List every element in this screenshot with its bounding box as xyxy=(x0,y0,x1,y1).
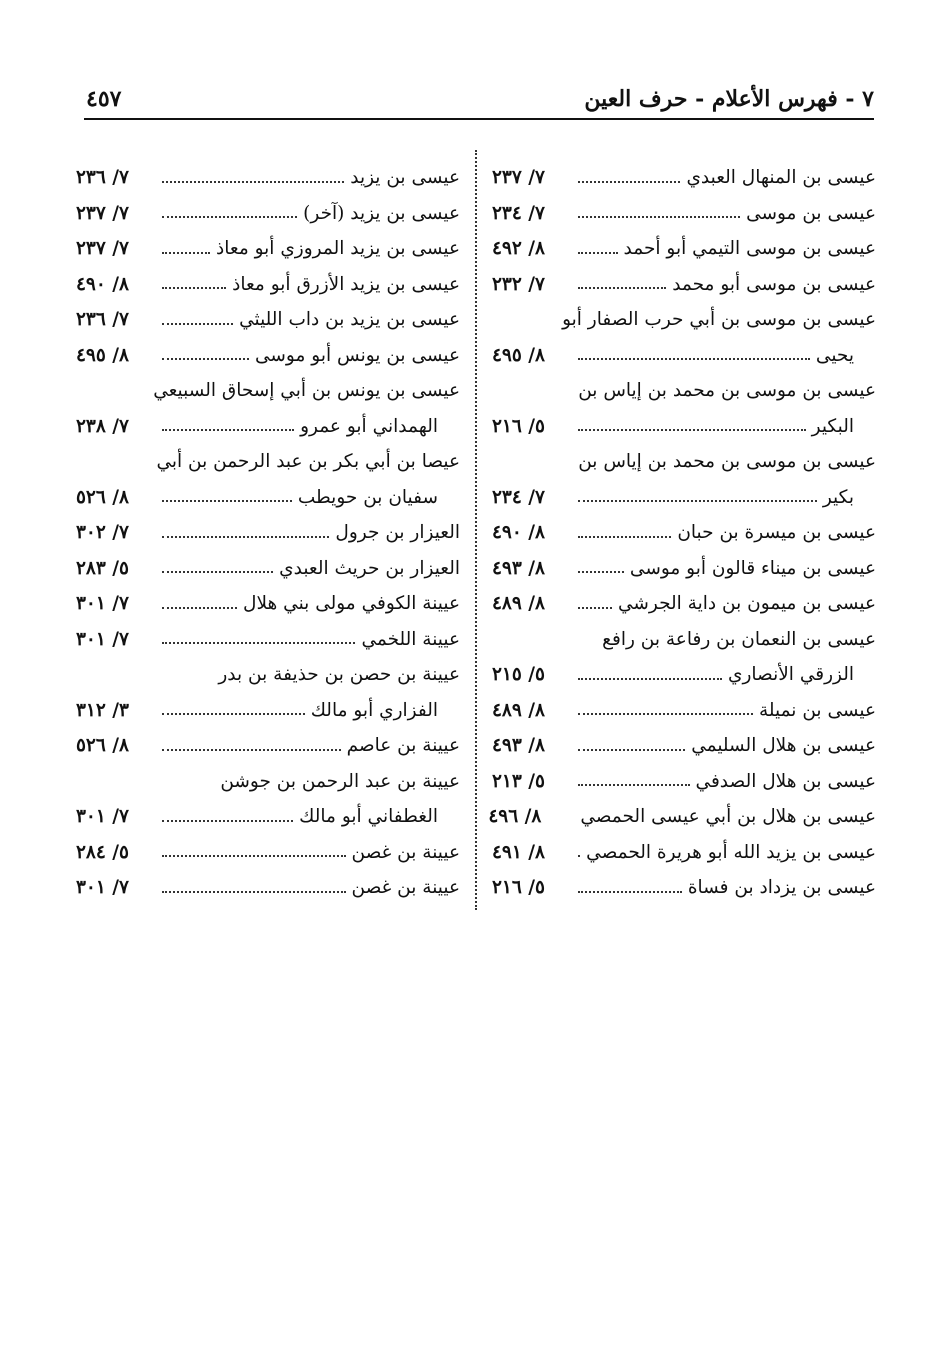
index-entry xyxy=(76,657,460,728)
volume-page-reference: ٣/ ٣١٢ xyxy=(76,699,129,721)
entry-name: عيسى بن موسى التيمي أبو أحمد xyxy=(623,238,876,259)
dot-leader xyxy=(162,358,249,360)
dot-leader xyxy=(162,216,297,218)
entry-name: عيسى بن يزيد المروزي أبو معاذ xyxy=(216,238,460,259)
entry-name: عيسى بن يزيد الأزرق أبو معاذ xyxy=(232,273,460,295)
index-entry xyxy=(492,302,876,373)
dot-leader xyxy=(578,713,753,715)
entry-name: عيسى بن ميمون بن داية الجرشي xyxy=(617,593,876,614)
index-entry xyxy=(76,196,460,232)
volume-page-reference: ٧/ ٣٠١ xyxy=(76,877,129,898)
index-entry xyxy=(492,835,876,871)
volume-page-reference: ٧/ ٣٠١ xyxy=(76,593,129,614)
index-entry xyxy=(492,267,876,303)
volume-page-reference: ٥/ ٢٨٤ xyxy=(76,841,129,863)
entry-line xyxy=(488,799,876,835)
index-column-right xyxy=(488,160,876,906)
entry-name: عيصا بن أبي بكر بن عبد الرحمن بن أبي xyxy=(156,451,460,472)
entry-name: عيسى بن هلال الصدفي xyxy=(695,770,876,792)
volume-page-reference: ٨/ ٤٩٦ xyxy=(488,806,542,827)
index-entry xyxy=(76,302,460,338)
entry-line xyxy=(76,160,460,196)
entry-name: عيينة بن غصن xyxy=(351,841,460,863)
index-entry xyxy=(492,551,876,587)
entry-name-continuation: الفزاري أبو مالك xyxy=(310,699,438,721)
volume-page-reference: ٨/ ٤٩٠ xyxy=(76,273,129,295)
dot-leader xyxy=(162,607,237,609)
index-entry xyxy=(76,835,460,871)
entry-name-continuation: الهمداني أبو عمرو xyxy=(300,415,438,437)
entry-name: عيسى بن المنهال العبدي xyxy=(686,167,876,188)
page-number: ٤٥٧ xyxy=(86,86,122,112)
entry-line xyxy=(76,373,460,409)
volume-page-reference: ٥/ ٢١٦ xyxy=(492,415,545,437)
dot-leader xyxy=(162,571,273,573)
entry-name: عيسى بن هلال السليمي xyxy=(691,735,876,756)
entry-name: العيزار بن جرول xyxy=(335,522,460,543)
index-entry xyxy=(492,586,876,622)
entry-line xyxy=(76,551,460,587)
entry-name: عيسى بن يزداد بن فساة xyxy=(687,877,876,898)
running-head-title: ٧ - فهرس الأعلام - حرف العين xyxy=(584,86,874,112)
entry-line xyxy=(492,764,876,800)
entry-line xyxy=(76,622,460,658)
entry-line xyxy=(492,515,876,551)
volume-page-reference: ٨/ ٥٢٦ xyxy=(76,735,129,756)
volume-page-reference: ٨/ ٤٩٢ xyxy=(492,238,545,259)
entry-name-continuation: بكير xyxy=(822,486,854,508)
dot-leader xyxy=(578,749,685,751)
entry-line xyxy=(76,870,460,906)
dot-leader xyxy=(578,429,806,431)
dot-leader xyxy=(578,287,666,289)
entry-line xyxy=(76,515,460,551)
dot-leader xyxy=(578,536,671,538)
index-entry xyxy=(76,267,460,303)
dot-leader xyxy=(578,891,682,893)
entry-line xyxy=(492,622,876,658)
entry-name-continuation: البكير xyxy=(811,415,854,437)
entry-line xyxy=(76,657,460,693)
entry-line xyxy=(76,409,460,445)
volume-page-reference: ٧/ ٢٣٨ xyxy=(76,415,129,437)
volume-page-reference: ٥/ ٢١٥ xyxy=(492,664,545,685)
dot-leader xyxy=(578,252,618,254)
volume-page-reference: ٨/ ٤٩١ xyxy=(492,841,545,863)
index-entry xyxy=(76,515,460,551)
entry-line xyxy=(492,196,876,232)
volume-page-reference: ٥/ ٢١٣ xyxy=(492,770,545,792)
entry-line xyxy=(76,480,460,516)
dot-leader xyxy=(578,500,817,502)
volume-page-reference: ٧/ ٣٠١ xyxy=(76,806,129,827)
entry-line xyxy=(492,444,876,480)
index-entry xyxy=(492,373,876,444)
volume-page-reference: ٥/ ٢٨٣ xyxy=(76,557,129,579)
entry-name: عيسى بن موسى أبو محمد xyxy=(672,273,876,295)
dot-leader xyxy=(162,713,305,715)
dot-leader xyxy=(162,820,293,822)
entry-line xyxy=(492,657,876,693)
volume-page-reference: ٧/ ٢٣٢ xyxy=(492,273,545,295)
volume-page-reference: ٧/ ٢٣٧ xyxy=(492,167,545,188)
entry-name: عيسى بن يزيد (آخر) xyxy=(303,202,460,224)
entry-line xyxy=(76,693,460,729)
index-entry xyxy=(76,870,460,906)
entry-line xyxy=(492,302,876,338)
volume-page-reference: ٧/ ٢٣٤ xyxy=(492,202,545,224)
index-entry xyxy=(492,231,876,267)
entry-name-continuation: يحيى xyxy=(815,344,854,366)
index-entry xyxy=(76,764,460,835)
entry-name: عيسى بن موسى xyxy=(746,202,876,224)
entry-line xyxy=(76,586,460,622)
entry-name-continuation: الزرقي الأنصاري xyxy=(728,664,854,685)
entry-name: العيزار بن حريث العبدي xyxy=(279,557,460,579)
volume-page-reference: ٥/ ٢١٦ xyxy=(492,877,545,898)
entry-name: عيسى بن ميسرة بن حبان xyxy=(677,522,876,543)
index-entry xyxy=(492,196,876,232)
entry-name: عيسى بن يزيد xyxy=(350,167,460,188)
index-entry xyxy=(492,160,876,196)
index-entry xyxy=(492,444,876,515)
dot-leader xyxy=(578,607,612,609)
entry-name: عيينة الكوفي مولى بني هلال xyxy=(243,593,460,614)
volume-page-reference: ٧/ ٢٣٦ xyxy=(76,167,129,188)
entry-line xyxy=(492,586,876,622)
index-column-left xyxy=(76,160,460,906)
entry-name: عيسى بن يزيد الله أبو هريرة الحمصي xyxy=(586,841,876,863)
volume-page-reference: ٧/ ٢٣٤ xyxy=(492,486,545,508)
entry-name: عيينة اللخمي xyxy=(361,628,460,650)
dot-leader xyxy=(162,252,210,254)
volume-page-reference: ٧/ ٢٣٧ xyxy=(76,202,129,224)
entry-name: عيسى بن يونس أبو موسى xyxy=(255,344,460,366)
entry-line xyxy=(492,338,876,374)
volume-page-reference: ٨/ ٤٩٥ xyxy=(76,344,129,366)
entry-line xyxy=(76,835,460,871)
entry-name: عيسى بن موسى بن أبي حرب الصفار أبو xyxy=(562,309,876,330)
entry-name: عيسى بن ميناء قالون أبو موسى xyxy=(629,557,876,579)
dot-leader xyxy=(578,784,690,786)
dot-leader xyxy=(578,855,580,857)
entry-line xyxy=(492,267,876,303)
volume-page-reference: ٧/ ٣٠٢ xyxy=(76,522,129,543)
entry-line xyxy=(492,160,876,196)
volume-page-reference: ٧/ ٢٣٧ xyxy=(76,238,129,259)
entry-line xyxy=(76,302,460,338)
volume-page-reference: ٨/ ٤٩٣ xyxy=(492,557,545,579)
page-header xyxy=(84,84,874,120)
entry-line xyxy=(492,693,876,729)
entry-name: عيسى بن موسى بن محمد بن إياس بن xyxy=(578,380,876,401)
dot-leader xyxy=(162,749,341,751)
dot-leader xyxy=(578,181,680,183)
entry-line xyxy=(76,444,460,480)
entry-name-continuation: سفيان بن حويطب xyxy=(297,486,438,508)
entry-line xyxy=(492,728,876,764)
index-entry xyxy=(76,622,460,658)
index-entry xyxy=(76,160,460,196)
entry-line xyxy=(492,409,876,445)
volume-page-reference: ٨/ ٤٩٣ xyxy=(492,735,545,756)
index-entry xyxy=(492,870,876,906)
entry-line xyxy=(492,480,876,516)
volume-page-reference: ٨/ ٤٨٩ xyxy=(492,699,545,721)
entry-line xyxy=(492,835,876,871)
dot-leader xyxy=(162,429,294,431)
entry-name: عيسى بن يونس بن أبي إسحاق السبيعي xyxy=(153,380,460,401)
index-entry xyxy=(492,764,876,800)
dot-leader xyxy=(162,323,233,325)
entry-name: عيسى بن يزيد بن داب الليثي xyxy=(239,309,460,330)
entry-line xyxy=(492,231,876,267)
entry-name: عيسى بن نميلة xyxy=(758,699,876,721)
volume-page-reference: ٨/ ٥٢٦ xyxy=(76,486,129,508)
entry-name: عيسى بن النعمان بن رفاعة بن رافع xyxy=(602,628,876,650)
entry-line xyxy=(492,870,876,906)
index-entry xyxy=(76,586,460,622)
index-entry xyxy=(488,799,876,835)
index-entry xyxy=(76,338,460,374)
entry-line xyxy=(76,728,460,764)
index-entry xyxy=(76,444,460,515)
index-entry xyxy=(492,622,876,693)
volume-page-reference: ٧/ ٢٣٦ xyxy=(76,309,129,330)
entry-line xyxy=(492,551,876,587)
index-entry xyxy=(76,231,460,267)
index-entry xyxy=(76,373,460,444)
dot-leader xyxy=(162,500,292,502)
dot-leader xyxy=(162,181,344,183)
column-divider xyxy=(475,150,477,910)
dot-leader xyxy=(578,678,722,680)
volume-page-reference: ٨/ ٤٨٩ xyxy=(492,593,545,614)
entry-line xyxy=(492,373,876,409)
index-entry xyxy=(492,515,876,551)
entry-line xyxy=(76,267,460,303)
volume-page-reference: ٨/ ٤٩٥ xyxy=(492,344,545,366)
volume-page-reference: ٨/ ٤٩٠ xyxy=(492,522,545,543)
entry-line xyxy=(76,196,460,232)
dot-leader xyxy=(162,536,329,538)
index-entry xyxy=(76,551,460,587)
entry-name: عيسى بن هلال بن أبي عيسى الحمصي xyxy=(580,806,876,827)
entry-name: عيينة بن عاصم xyxy=(346,735,460,756)
entry-name-continuation: الغطفاني أبو مالك xyxy=(299,806,438,827)
entry-name: عيسى بن موسى بن محمد بن إياس بن xyxy=(578,451,876,472)
dot-leader xyxy=(162,287,226,289)
entry-line xyxy=(76,799,460,835)
dot-leader xyxy=(578,216,740,218)
index-entry xyxy=(492,693,876,729)
entry-line xyxy=(76,338,460,374)
dot-leader xyxy=(162,855,346,857)
volume-page-reference: ٧/ ٣٠١ xyxy=(76,628,129,650)
dot-leader xyxy=(578,571,624,573)
entry-name: عيينة بن غصن xyxy=(351,877,460,898)
dot-leader xyxy=(162,642,355,644)
dot-leader xyxy=(162,891,346,893)
dot-leader xyxy=(578,358,810,360)
index-entry xyxy=(76,728,460,764)
entry-line xyxy=(76,764,460,800)
index-entry xyxy=(492,728,876,764)
entry-name: عيينة بن حصن بن حذيفة بن بدر xyxy=(218,664,460,685)
entry-name: عيينة بن عبد الرحمن بن جوشن xyxy=(220,770,460,792)
entry-line xyxy=(76,231,460,267)
